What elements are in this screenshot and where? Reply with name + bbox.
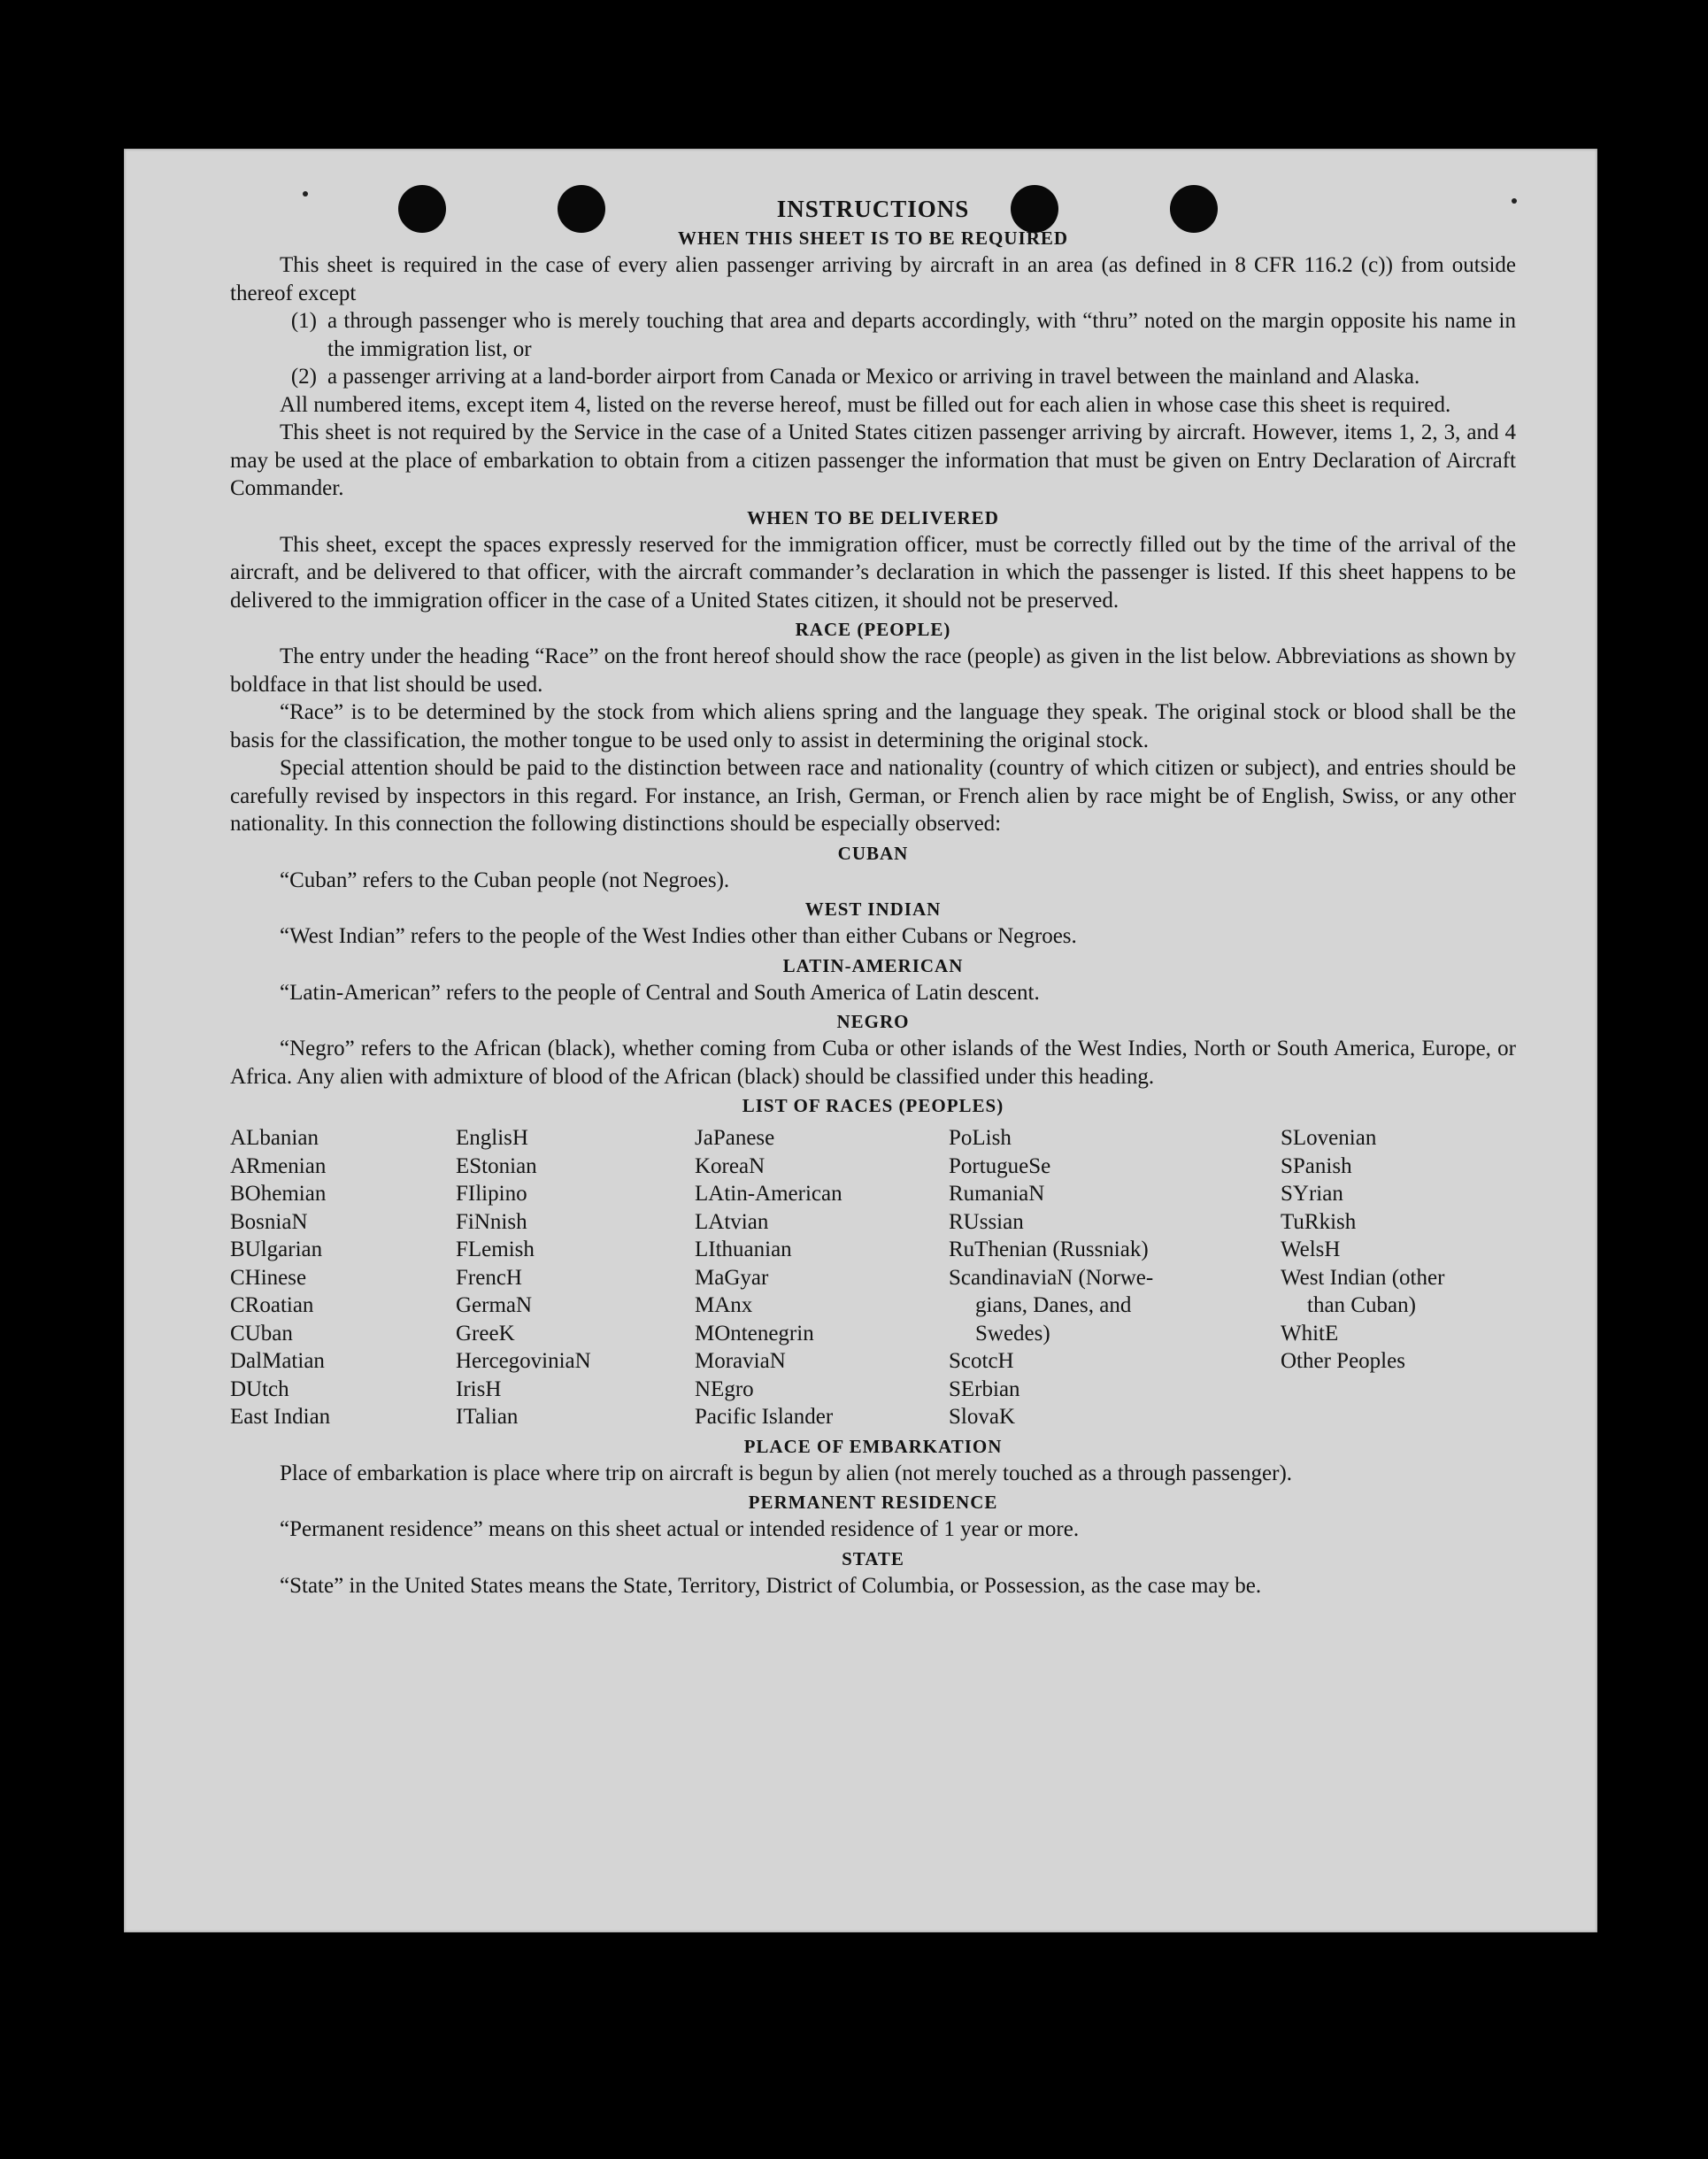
page-title: INSTRUCTIONS xyxy=(776,196,970,222)
section-heading: WHEN THIS SHEET IS TO BE REQUIRED xyxy=(677,227,1069,249)
race-column xyxy=(695,1124,949,1431)
race-entry: than Cuban) xyxy=(1307,1293,1416,1317)
section-heading: LIST OF RACES (PEOPLES) xyxy=(742,1095,1004,1116)
race-entry: MOntenegrin xyxy=(695,1321,814,1346)
race-entry: SlovaK xyxy=(949,1405,1015,1429)
item-number: (1) xyxy=(290,309,317,333)
section-delivered xyxy=(230,505,1516,615)
race-entry: FLemish xyxy=(456,1238,535,1261)
section-heading: WHEN TO BE DELIVERED xyxy=(747,506,999,528)
section-embarkation xyxy=(230,1433,1516,1488)
section-cuban xyxy=(230,840,1516,895)
race-column xyxy=(1281,1124,1516,1431)
race-entry: LAtvian xyxy=(695,1209,769,1234)
race-column xyxy=(949,1124,1281,1431)
race-entry: WhitE xyxy=(1281,1321,1339,1346)
section-paragraph: “Cuban” refers to the Cuban people (not Negroes). xyxy=(280,867,730,892)
race-entry: SErbian xyxy=(949,1376,1020,1401)
section-required xyxy=(230,225,1516,503)
race-entry: ARmenian xyxy=(230,1153,327,1178)
section-state xyxy=(230,1546,1516,1600)
section-race xyxy=(230,616,1516,838)
race-entry: MAnx xyxy=(695,1293,753,1317)
section-permanent-residence xyxy=(230,1489,1516,1544)
race-entry: RumaniaN xyxy=(949,1182,1045,1206)
race-entry: BosniaN xyxy=(230,1209,308,1234)
race-entry: RUssian xyxy=(949,1209,1024,1234)
section-heading: RACE (PEOPLE) xyxy=(795,619,951,640)
race-entry: NEgro xyxy=(695,1376,754,1401)
race-entry: ScandinaviaN (Norwe- xyxy=(949,1265,1154,1290)
race-entry: LIthuanian xyxy=(695,1238,792,1261)
section-paragraph: The entry under the heading “Race” on the front hereof should show the race (people) as given in the list below. Abbreviations as shown by boldface in that list should be used. xyxy=(230,644,1516,697)
section-paragraph: “Negro” refers to the African (black), whether coming from Cuba or other islands of the West Indies, North or South America, Europe, or Africa. Any alien with admixture of blood of the African (black) should be classified under this heading. xyxy=(230,1037,1516,1089)
section-paragraph: Place of embarkation is place where trip on aircraft is begun by alien (not merely touched as a through passenger). xyxy=(280,1461,1293,1485)
race-entry: TuRkish xyxy=(1281,1209,1357,1234)
race-entry: ITalian xyxy=(456,1405,519,1429)
race-entry: FIlipino xyxy=(456,1182,527,1206)
section-heading: NEGRO xyxy=(836,1011,910,1032)
section-paragraph: “Permanent residence” means on this sheet actual or intended residence of 1 year or more. xyxy=(280,1517,1080,1541)
race-entry: CRoatian xyxy=(230,1293,314,1317)
race-column xyxy=(230,1124,456,1431)
race-entry: RuThenian (Russniak) xyxy=(949,1238,1149,1261)
item-number: (2) xyxy=(290,365,317,389)
section-latin-american xyxy=(230,952,1516,1007)
race-entry: EStonian xyxy=(456,1153,537,1178)
section-paragraph: This sheet, except the spaces expressly reserved for the immigration officer, must be correctly filled out by the time of the arrival of the aircraft, and be delivered to that officer, with the aircraft commander’s declaration in which the passenger is listed. If this sheet happens to be delivered to the immigration officer in the case of a United States citizen, it should not be preserved. xyxy=(230,532,1516,613)
section-paragraph: This sheet is not required by the Service in the case of a United States citizen passenger arriving by aircraft. However, items 1, 2, 3, and 4 may be used at the place of embarkation to obtain from a citizen passenger the information that must be given on Entry Declaration of Aircraft Commander. xyxy=(230,420,1516,500)
race-entry: HercegoviniaN xyxy=(456,1349,591,1373)
race-entry: Swedes) xyxy=(975,1321,1050,1346)
race-entry: BOhemian xyxy=(230,1182,327,1206)
races-list xyxy=(230,1092,1516,1431)
section-heading: PERMANENT RESIDENCE xyxy=(748,1492,998,1513)
section-paragraph: “West Indian” refers to the people of the West Indies other than either Cubans or Negroes. xyxy=(280,924,1077,948)
races-table xyxy=(230,1124,1516,1431)
race-entry: SPanish xyxy=(1281,1153,1352,1178)
race-entry: LAtin-American xyxy=(695,1182,842,1206)
section-paragraph: “Latin-American” refers to the people of Central and South America of Latin descent. xyxy=(280,980,1040,1005)
race-entry: GreeK xyxy=(456,1321,515,1346)
race-entry: PoLish xyxy=(949,1126,1012,1150)
race-entry: gians, Danes, and xyxy=(975,1293,1132,1317)
race-entry: PortugueSe xyxy=(949,1153,1051,1178)
instruction-sheet xyxy=(124,149,1597,1932)
race-entry: FrencH xyxy=(456,1265,522,1290)
exception-item xyxy=(230,307,1516,363)
race-entry: MaGyar xyxy=(695,1265,769,1290)
section-negro xyxy=(230,1008,1516,1091)
race-entry: WelsH xyxy=(1281,1238,1341,1261)
section-west-indian xyxy=(230,896,1516,951)
race-entry: EnglisH xyxy=(456,1126,528,1150)
race-entry: CHinese xyxy=(230,1265,307,1290)
race-entry: East Indian xyxy=(230,1405,331,1429)
race-column xyxy=(456,1124,695,1431)
race-entry: Other Peoples xyxy=(1281,1349,1405,1373)
race-entry: GermaN xyxy=(456,1293,533,1317)
race-entry: KoreaN xyxy=(695,1153,766,1178)
race-entry: CUban xyxy=(230,1321,293,1346)
section-paragraph: “State” in the United States means the State, Territory, District of Columbia, or Possession, as the case may be. xyxy=(280,1573,1262,1598)
section-paragraph: “Race” is to be determined by the stock from which aliens spring and the language they speak. The original stock or blood shall be the basis for the classification, the mother tongue to be used only to assist in determining the original stock. xyxy=(230,700,1516,752)
race-entry: IrisH xyxy=(456,1376,502,1401)
section-paragraph: All numbered items, except item 4, listed on the reverse hereof, must be filled out for each alien in whose case this sheet is required. xyxy=(280,392,1451,417)
section-heading: STATE xyxy=(842,1547,904,1569)
race-entry: MoraviaN xyxy=(695,1349,786,1373)
section-heading: PLACE OF EMBARKATION xyxy=(743,1435,1003,1457)
exception-item xyxy=(230,363,1516,391)
item-text: a through passenger who is merely touching that area and departs accordingly, with “thru” noted on the margin opposite his name in the immigration list, or xyxy=(327,309,1516,361)
section-heading: WEST INDIAN xyxy=(804,898,942,920)
section-paragraph: Special attention should be paid to the distinction between race and nationality (country of which citizen or subject), and entries should be carefully revised by inspectors in this regard. For instance, an Irish, German, or French alien by race might be of English, Swiss, or any other nationality. In this connection the following distinctions should be especially observed: xyxy=(230,756,1516,836)
race-entry: Pacific Islander xyxy=(695,1405,834,1429)
race-entry: SLovenian xyxy=(1281,1126,1377,1150)
race-entry: JaPanese xyxy=(695,1126,775,1150)
section-heading: CUBAN xyxy=(837,842,909,864)
item-text: a passenger arriving at a land-border airport from Canada or Mexico or arriving in travel between the mainland and Alaska. xyxy=(327,365,1420,389)
section-paragraph: This sheet is required in the case of every alien passenger arriving by aircraft in an area (as defined in 8 CFR 116.2 (c)) from outside thereof except xyxy=(230,253,1516,305)
race-entry: ALbanian xyxy=(230,1126,319,1150)
race-entry: DUtch xyxy=(230,1376,289,1401)
race-entry: DalMatian xyxy=(230,1349,325,1373)
instructions-content xyxy=(230,195,1516,1600)
race-entry: BUlgarian xyxy=(230,1238,323,1261)
race-entry: ScotcH xyxy=(949,1349,1014,1373)
race-entry: FiNnish xyxy=(456,1209,527,1234)
section-heading: LATIN-AMERICAN xyxy=(782,954,964,976)
race-entry: SYrian xyxy=(1281,1182,1343,1206)
race-entry: West Indian (other xyxy=(1281,1265,1445,1290)
